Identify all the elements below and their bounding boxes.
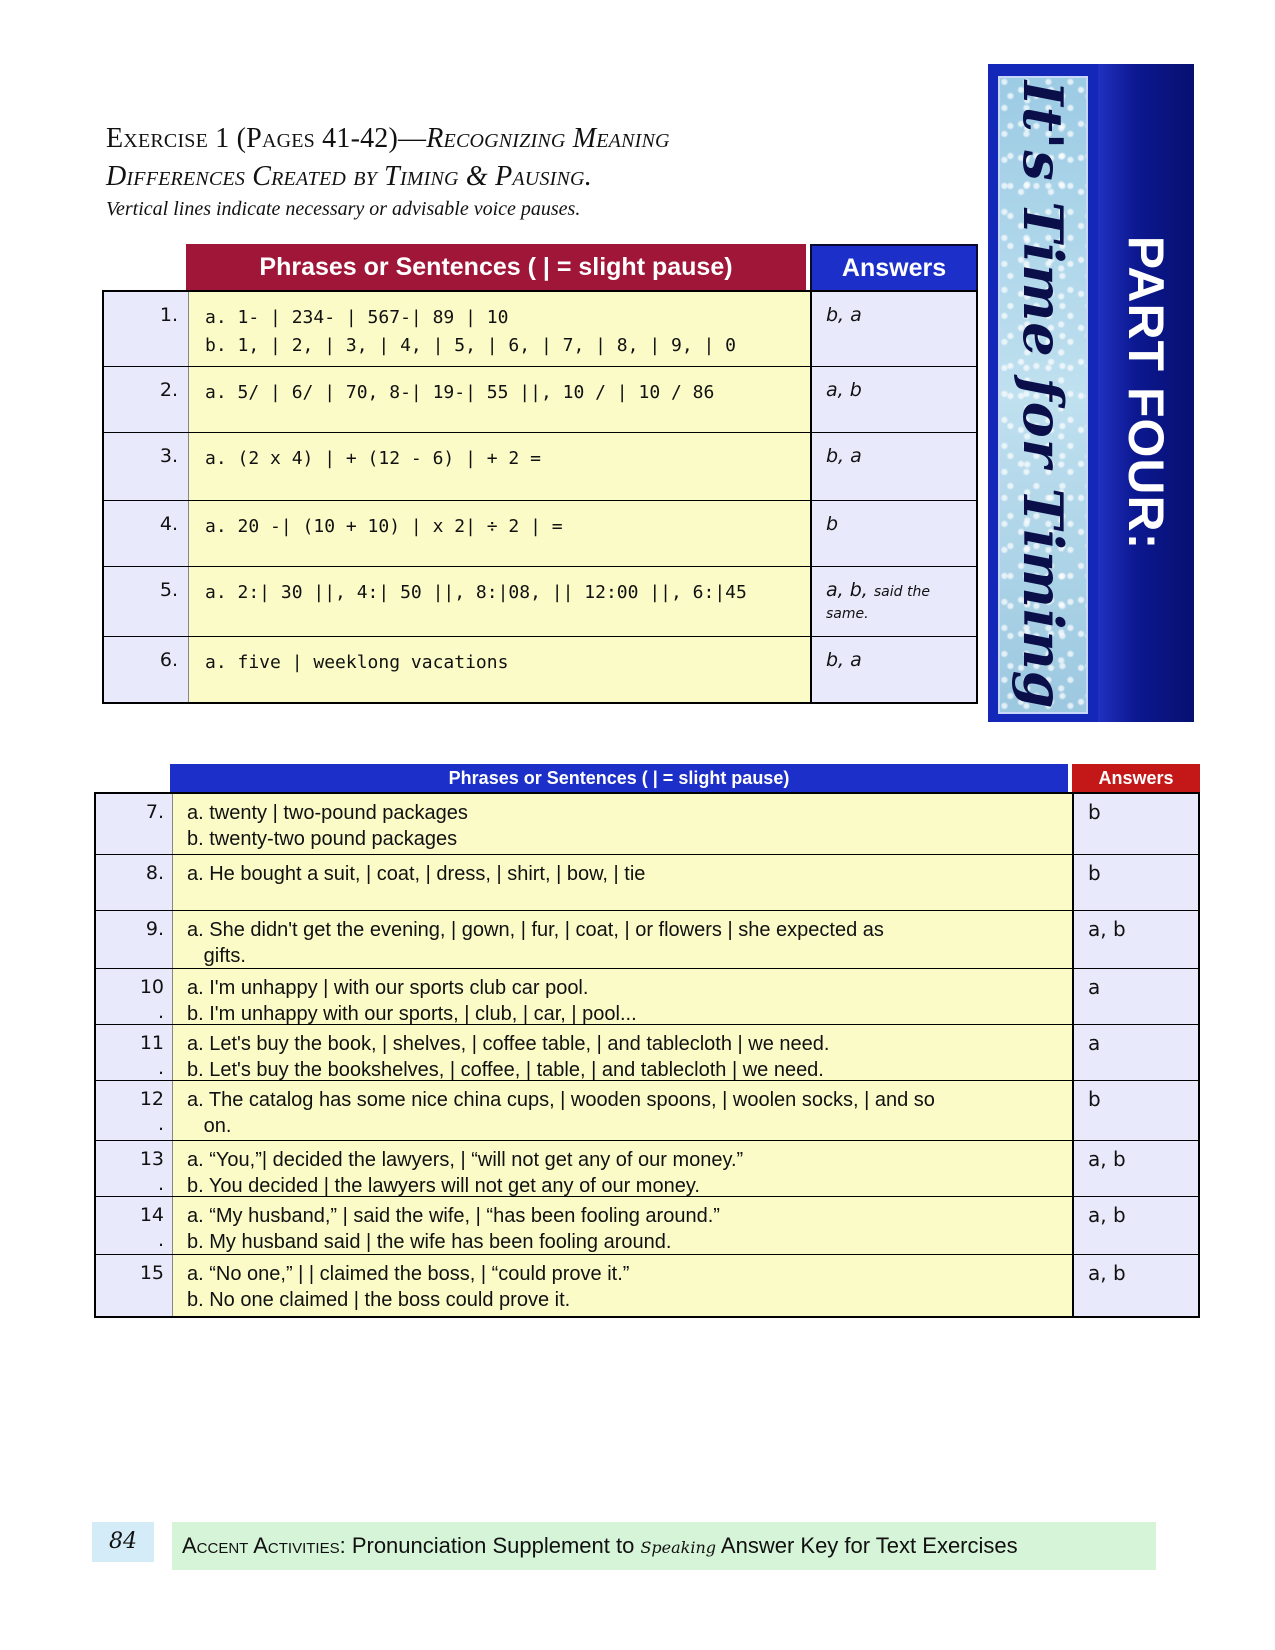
row-number: 2. [104,367,188,432]
table-row [104,366,976,432]
row-number: 5. [104,567,188,636]
phrase-line: b. twenty-two pound packages [187,828,458,850]
table1-header [186,244,978,290]
row-answer: a [1074,969,1198,1024]
banner-part-panel [1098,64,1194,722]
table2-header-phrases: Phrases or Sentences ( | = slight pause) [170,764,1068,792]
table-row [96,910,1198,968]
phrase-line: a. Let's buy the book, | shelves, | coffee table, | and tablecloth | we need. [187,1033,830,1055]
row-answer [812,567,976,636]
row-phrase [172,855,1074,910]
table-row [96,794,1198,854]
row-phrase [188,637,812,702]
row-phrase [172,1197,1074,1254]
table1-body [102,290,978,704]
table-row [96,854,1198,910]
row-answer: b [1074,794,1198,854]
phrase-line: a. five | weeklong vacations [205,652,509,673]
title-line2: Differences Created by Timing & Pausing. [106,161,592,192]
title-line1-a: Exercise 1 (Pages 41-42)— [106,123,427,154]
table-row [104,500,976,566]
table2-header-answers: Answers [1072,764,1200,792]
footer-text-a: Accent Activities [182,1533,340,1558]
row-number: 11 . [96,1025,172,1080]
answer-note: said the same. [826,584,930,622]
row-phrase [172,969,1074,1024]
footer-text-c: Speaking [640,1538,717,1557]
row-number: 8. [96,855,172,910]
banner-frame [988,64,1098,722]
table2-body [94,792,1200,1318]
table-row [96,1196,1198,1254]
answer-value: b [826,513,839,535]
table-row [104,292,976,366]
table1-header-phrases: Phrases or Sentences ( | = slight pause) [186,244,806,290]
phrase-line: a. 2:| 30 ||, 4:| 50 ||, 8:|08, || 12:00 ||, 6:|45 [205,582,747,603]
row-phrase [172,794,1074,854]
row-number: 1. [104,292,188,366]
phrase-line: b. No one claimed | the boss could prove it. [187,1289,571,1311]
answer-value: a, b, [826,579,868,601]
phrase-line: b. 1, | 2, | 3, | 4, | 5, | 6, | 7, | 8, | 9, | 0 [205,335,737,356]
row-number: 14 . [96,1197,172,1254]
row-answer [812,367,976,432]
table2-header [170,764,1200,792]
phrase-line: a. twenty | two-pound packages [187,802,468,824]
table-row [96,968,1198,1024]
phrase-line: gifts. [187,945,246,967]
row-answer [812,501,976,566]
row-answer: a, b [1074,1141,1198,1196]
phrase-line: b. My husband said | the wife has been fooling around. [187,1231,672,1253]
row-answer: a, b [1074,1255,1198,1316]
row-answer [812,292,976,366]
phrase-line: b. Let's buy the bookshelves, | coffee, | table, | and tablecloth | we need. [187,1059,824,1081]
phrase-line: a. 1- | 234- | 567-| 89 | 10 [205,307,509,328]
row-phrase [172,1141,1074,1196]
row-number: 10 . [96,969,172,1024]
phrase-line: a. “My husband,” | said the wife, | “has been fooling around.” [187,1205,720,1227]
row-answer: a, b [1074,911,1198,968]
banner-script-text: It's Time for Timing [1011,80,1075,710]
table-row [96,1024,1198,1080]
row-phrase [172,1025,1074,1080]
phrase-line: a. She didn't get the evening, | gown, | fur, | coat, | or flowers | she expected as [187,919,884,941]
answer-value: b, a [826,304,862,326]
answer-value: a, b [826,379,862,401]
table-row [104,432,976,500]
row-answer [812,433,976,500]
row-phrase [188,292,812,366]
table-row [96,1254,1198,1316]
row-answer: a [1074,1025,1198,1080]
row-phrase [172,1081,1074,1140]
row-number: 3. [104,433,188,500]
phrase-line: a. 20 -| (10 + 10) | x 2| ÷ 2 | = [205,516,563,537]
page-number: 84 [92,1522,154,1562]
row-answer [812,637,976,702]
banner-water-panel [998,76,1088,714]
row-number: 4. [104,501,188,566]
answer-value: b, a [826,445,862,467]
row-number: 12 . [96,1081,172,1140]
table-row [104,566,976,636]
title-line1-b: Recognizing Meaning [426,123,670,154]
row-phrase [172,911,1074,968]
banner-part-text: PART FOUR: [1118,235,1174,551]
answer-value: b, a [826,649,862,671]
table-row [104,636,976,702]
phrase-line: a. 5/ | 6/ | 70, 8-| 19-| 55 ||, 10 / | 10 / 86 [205,382,715,403]
table-row [96,1080,1198,1140]
phrase-line: on. [187,1115,232,1137]
footer-bar [172,1522,1156,1570]
row-number: 13 . [96,1141,172,1196]
row-number: 6. [104,637,188,702]
row-answer: a, b [1074,1197,1198,1254]
table1-header-answers: Answers [810,244,978,292]
row-answer: b [1074,1081,1198,1140]
phrase-line: a. He bought a suit, | coat, | dress, | shirt, | bow, | tie [187,863,646,885]
exercise-title [106,120,866,222]
row-answer: b [1074,855,1198,910]
footer-text-b: : Pronunciation Supplement to [339,1533,641,1558]
footer-text-d: Answer Key for Text Exercises [716,1533,1018,1558]
title-subtitle: Vertical lines indicate necessary or advisable voice pauses. [106,198,581,220]
row-number: 7. [96,794,172,854]
phrase-line: a. (2 x 4) | + (12 - 6) | + 2 = [205,448,541,469]
row-phrase [188,367,812,432]
phrase-line: b. You decided | the lawyers will not get any of our money. [187,1175,700,1197]
phrase-line: b. I'm unhappy with our sports, | club, | car, | pool... [187,1003,637,1025]
phrase-line: a. “No one,” | | claimed the boss, | “could prove it.” [187,1263,630,1285]
phrase-line: a. “You,”| decided the lawyers, | “will not get any of our money.” [187,1149,744,1171]
row-phrase [172,1255,1074,1316]
phrase-line: a. The catalog has some nice china cups, | wooden spoons, | woolen socks, | and so [187,1089,935,1111]
row-phrase [188,567,812,636]
part-banner [988,64,1194,722]
table-row [96,1140,1198,1196]
row-number: 15 [96,1255,172,1316]
phrase-line: a. I'm unhappy | with our sports club car pool. [187,977,589,999]
row-phrase [188,433,812,500]
row-phrase [188,501,812,566]
row-number: 9. [96,911,172,968]
